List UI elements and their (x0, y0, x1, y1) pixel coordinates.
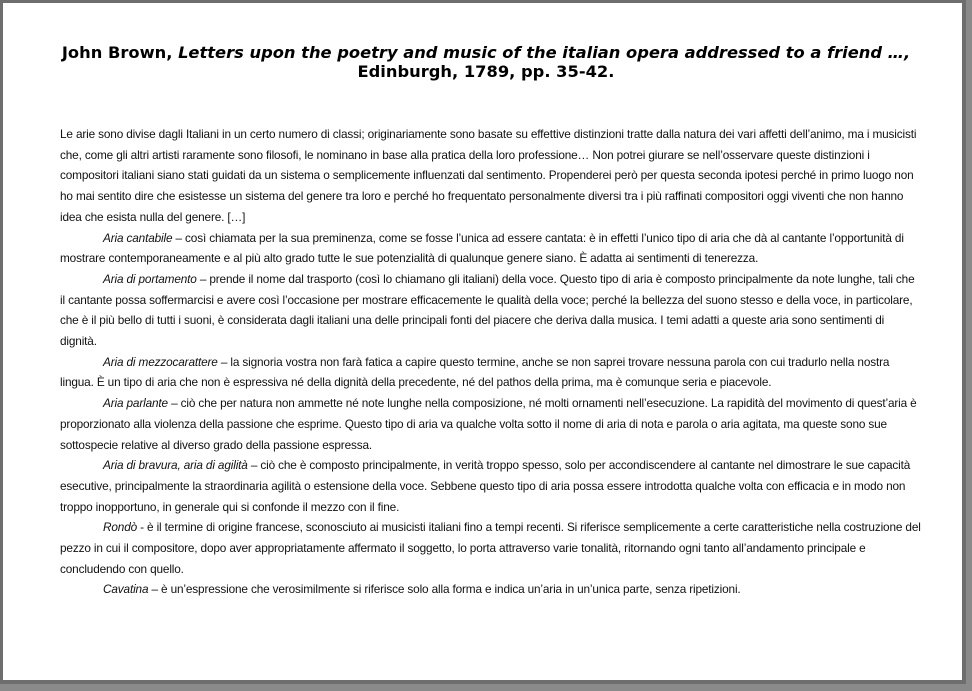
paragraph-text: – ciò che per natura non ammette né note lunghe nella composizione, né molti ornamenti nell’esecuzione. La rapidità del movimento di quest’aria è proporzionato alla violenza della passione che esprime. Questo tipo di aria va qualche volta sotto il nome di aria di nota e parola o aria agitata, ma queste sono sue sottospecie relative al diverso grado della passione espressa. (60, 396, 917, 452)
paragraph-rondo (60, 517, 922, 579)
title-work: Letters upon the poetry and music of the italian opera addressed to a friend …, (178, 43, 911, 62)
document-body (60, 124, 922, 600)
paragraph-aria-cantabile (60, 228, 922, 269)
paragraph-term: Aria cantabile (103, 230, 173, 245)
paragraph-text: – ciò che è composto principalmente, in verità troppo spesso, solo per accondiscendere al cantante nel dimostrare le sue capacità esecutive, principalmente la straordinaria agilità o estensione della voce. Sebbene questo tipo di aria possa essere introdotta qualche volta con efficacia e in modo non troppo inopportuno, in generale qui si confonde il mezzo con il fine. (60, 458, 911, 514)
paragraph-term: Aria di portamento (103, 271, 197, 286)
paragraph-aria-di-bravura (60, 455, 922, 517)
paragraph-term: Aria parlante (103, 396, 168, 411)
paragraph-text: – così chiamata per la sua preminenza, come se fosse l’unica ad essere cantata: è in effetti l’unico tipo di aria che dà al cantante l’opportunità di mostrare contemporaneamente e al più alto grado tutte le sue potenzialità di qualunque genere siano. È adatta ai sentimenti di tenerezza. (60, 230, 904, 266)
paragraph-text: Le arie sono divise dagli Italiani in un certo numero di classi; originariamente sono basate su effettive distinzioni tratte dalla natura dei vari affetti dell’animo, ma i musicisti che, come gli altri artisti raramente sono filosofi, le nominano in base alla pratica della loro professione… Non potrei giurare se nell’osservare queste distinzioni i compositori italiani siano stati guidati da un sistema o semplicemente influenzati dal sentimento. Propenderei però per questa seconda ipotesi perché in primo luogo non ho mai sentito dire che esistesse un sistema del genere tra loro e perché ho frequentato personalmente diversi tra i più raffinati compositori oggi viventi che non hanno idea che esista nulla del genere. […] (60, 127, 917, 224)
title-author: John Brown, (61, 43, 179, 62)
paragraph-text: – è un’espressione che verosimilmente si riferisce solo alla forma e indica un’aria in un’unica parte, senza ripetizioni. (148, 582, 741, 597)
paragraph-aria-di-mezzocarattere (60, 352, 922, 393)
page-title (43, 43, 929, 81)
paragraph-text: – prende il nome dal trasporto (così lo chiamano gli italiani) della voce. Questo tipo di aria è composto principalmente da note lunghe, tali che il cantante possa soffermarcisi e avere così l’occasione per mostrare efficacemente le qualità della voce; perché la bellezza del suono stesso e della voce, in particolare, che è il più bello di tutti i suoni, è considerata dagli italiani una delle principali fonti del piacere che deriva dalla musica. I temi adatti a queste aria sono sentimenti di dignità. (60, 271, 915, 349)
paragraph-aria-parlante (60, 393, 922, 455)
paragraph-text: – la signoria vostra non farà fatica a capire questo termine, anche se non saprei trovare nessuna parola con cui tradurlo nella nostra lingua. È un tipo di aria che non è espressiva né della dignità della precedente, né del pathos della prima, ma è comunque seria e piacevole. (60, 354, 890, 390)
paragraph-term: Aria di bravura, aria di agilità (103, 458, 248, 473)
intro-paragraph (60, 124, 922, 228)
paragraph-term: Rondò (103, 520, 138, 535)
title-imprint: Edinburgh, 1789, pp. 35-42. (357, 62, 615, 81)
paragraph-aria-di-portamento (60, 269, 922, 352)
paragraph-term: Aria di mezzocarattere (103, 354, 218, 369)
paragraph-cavatina (60, 579, 922, 600)
paragraph-text: - è il termine di origine francese, sconosciuto ai musicisti italiani fino a tempi recenti. Si riferisce semplicemente a certe caratteristiche nella costruzione del pezzo in cui il compositore, dopo aver appropriatamente affermato il soggetto, lo porta attraverso varie tonalità, ritornando ogni tanto all’andamento principale e concludendo con quello. (60, 520, 921, 576)
paragraph-term: Cavatina (103, 582, 149, 597)
